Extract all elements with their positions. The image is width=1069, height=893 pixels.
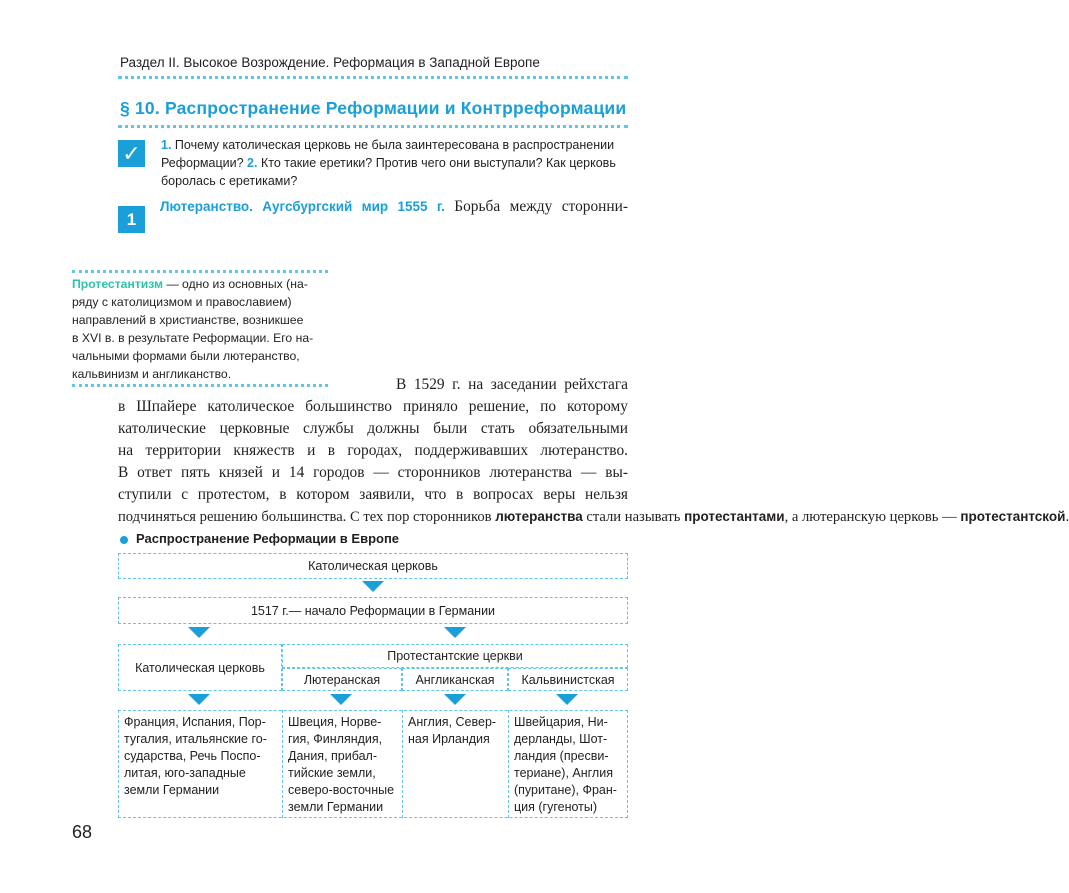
countries-lutheran xyxy=(288,714,394,816)
paragraph-line: ступили с протестом, в котором заявили, что в вопросах веры нельзя xyxy=(118,486,628,503)
country-line: (пуритане), Фран- xyxy=(514,783,617,797)
question-number: 2. xyxy=(247,156,258,170)
definition-line: кальвинизм и англиканство. xyxy=(72,367,232,381)
section-title: § 10. Распространение Реформации и Контрреформации xyxy=(120,98,627,118)
paragraph-subheading: Лютеранство. Аугсбургский мир 1555 г. xyxy=(160,199,445,214)
page-number: 68 xyxy=(72,822,93,842)
diagram-box-calvinist: Кальвинистская xyxy=(508,668,628,691)
definition-text: — одно из основных (на- xyxy=(166,277,308,291)
definition-line: чальными формами были лютеранство, xyxy=(72,349,300,363)
arrow-down-icon xyxy=(444,627,466,638)
diagram-box-catholic-top: Католическая церковь xyxy=(118,553,628,579)
diagram-divider xyxy=(508,710,509,818)
definition-term: Протестантизм xyxy=(72,277,164,291)
paragraph-line: католические церковные службы должны были стать обязательными xyxy=(118,420,628,437)
country-line: ция (гугеноты) xyxy=(514,800,598,814)
arrow-down-icon xyxy=(188,694,210,705)
country-line: ная Ирландия xyxy=(408,732,490,746)
diagram-title xyxy=(120,531,399,546)
title-divider xyxy=(118,125,628,128)
paragraph-line: в Шпайере католическое большинство приняло решение, по которому xyxy=(118,398,628,415)
paragraph-line: В ответ пять князей и 14 городов — сторонников лютеранства — вы- xyxy=(118,464,628,481)
paragraph-line xyxy=(118,506,1069,528)
paragraph-number-badge: 1 xyxy=(118,206,145,233)
checkmark-icon: ✓ xyxy=(118,140,145,167)
paragraph-text: . xyxy=(1065,509,1069,525)
arrow-down-icon xyxy=(362,581,384,592)
countries-anglican xyxy=(408,714,496,748)
arrow-down-icon xyxy=(444,694,466,705)
question-text: Почему католическая церковь не была заинтересована в распространении Реформации? xyxy=(161,138,615,170)
paragraph-text: , а лютеранскую церковь — xyxy=(784,509,957,525)
diagram-title-text: Распространение Реформации в Европе xyxy=(136,531,400,546)
country-line: земли Германии xyxy=(288,800,384,814)
diagram-box-lutheran: Лютеранская xyxy=(282,668,402,691)
diagram-box-reformation-start: 1517 г.— начало Реформации в Германии xyxy=(118,597,628,624)
running-header: Раздел II. Высокое Возрождение. Реформация в Западной Европе xyxy=(120,55,540,70)
diagram-box-catholic: Католическая церковь xyxy=(118,644,282,691)
review-questions xyxy=(161,136,629,190)
countries-calvinist xyxy=(514,714,617,816)
country-line: Англия, Север- xyxy=(408,715,497,729)
definition-line: в XVI в. в результате Реформации. Его на- xyxy=(72,331,314,345)
country-line: Швеция, Норве- xyxy=(288,715,382,729)
paragraph-text: Борьба между сторонни- xyxy=(454,198,628,215)
arrow-down-icon xyxy=(188,627,210,638)
country-line: гия, Финляндия, xyxy=(288,732,383,746)
definition-box xyxy=(72,275,328,383)
countries-catholic xyxy=(124,714,267,799)
paragraph-line: В 1529 г. на заседании рейхстага xyxy=(396,376,628,393)
header-divider xyxy=(118,76,628,79)
question-text: Кто такие еретики? Против чего они выступали? Как церковь боролась с еретиками? xyxy=(161,156,616,188)
paragraph-text: подчиняться решению большинства. С тех пор сторонников xyxy=(118,509,492,525)
term-lutheranism: лютеранства xyxy=(495,509,583,524)
paragraph-line: на территории княжеств и в городах, поддерживавших лютеранство. xyxy=(118,442,628,459)
definition-line: ряду с католицизмом и православием) xyxy=(72,295,292,309)
definition-line xyxy=(72,275,328,293)
term-protestant-church: протестантской xyxy=(960,509,1066,524)
country-line: Франция, Испания, Пор- xyxy=(124,715,266,729)
country-line: тийские земли, xyxy=(288,766,376,780)
country-line: северо-восточные xyxy=(288,783,395,797)
diagram-divider xyxy=(282,710,283,818)
definition-line: направлений в христианстве, возникшее xyxy=(72,313,304,327)
country-line: земли Германии xyxy=(124,783,220,797)
arrow-down-icon xyxy=(330,694,352,705)
question-number: 1. xyxy=(161,138,172,152)
paragraph-line xyxy=(160,196,628,218)
bullet-icon xyxy=(120,536,128,544)
country-line: тугалия, итальянские го- xyxy=(124,732,267,746)
country-line: Дания, прибал- xyxy=(288,749,378,763)
term-protestants: протестантами xyxy=(684,509,785,524)
arrow-down-icon xyxy=(556,694,578,705)
diagram-divider xyxy=(402,710,403,818)
definition-top-divider xyxy=(72,270,328,273)
country-line: литая, юго-западные xyxy=(124,766,246,780)
diagram-box-anglican: Англиканская xyxy=(402,668,508,691)
diagram-box-protestant: Протестантские церкви xyxy=(282,644,628,668)
country-line: сударства, Речь Поспо- xyxy=(124,749,261,763)
country-line: териане), Англия xyxy=(514,766,613,780)
definition-bottom-divider xyxy=(72,384,328,387)
country-line: дерланды, Шот- xyxy=(514,732,608,746)
paragraph-text: стали называть xyxy=(586,509,681,525)
country-line: Швейцария, Ни- xyxy=(514,715,608,729)
country-line: ландия (пресви- xyxy=(514,749,609,763)
